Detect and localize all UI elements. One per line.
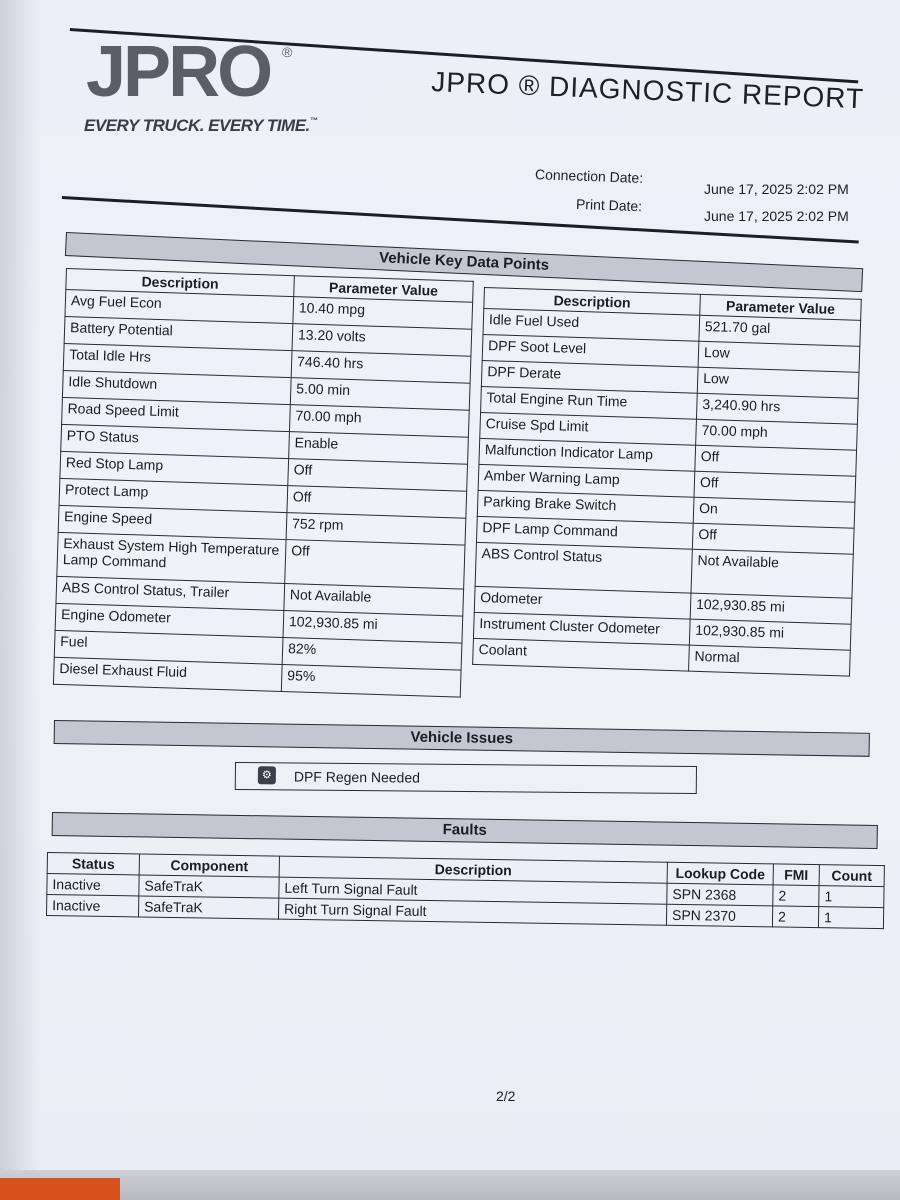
row-description: Idle Fuel Used — [483, 309, 700, 342]
fault-component: SafeTraK — [138, 896, 278, 919]
fault-lookup-code: SPN 2370 — [666, 904, 772, 927]
vehicle-issues-title-bar: Vehicle Issues — [54, 720, 870, 757]
background-surface — [0, 1170, 900, 1200]
fault-lookup-code: SPN 2368 — [667, 883, 773, 906]
row-description: Cruise Spd Limit — [480, 412, 697, 445]
row-value: Low — [698, 341, 860, 372]
faults-header-count: Count — [819, 865, 884, 887]
engine-icon: ⚙ — [258, 766, 276, 784]
fault-fmi: 2 — [773, 885, 819, 907]
page-number: 2/2 — [496, 1088, 516, 1104]
row-value: Off — [692, 523, 854, 554]
row-value: 752 rpm — [286, 513, 466, 546]
row-description: Exhaust System High Temperature Lamp Command — [57, 532, 286, 583]
row-value: 70.00 mph — [289, 405, 469, 438]
row-value: Off — [695, 445, 857, 476]
page-edge-shadow — [0, 0, 40, 1200]
row-value: 82% — [282, 637, 462, 670]
row-description: Avg Fuel Econ — [65, 290, 294, 324]
row-description: Parking Brake Switch — [477, 490, 694, 523]
print-date-value: June 17, 2025 2:02 PM — [704, 208, 849, 224]
row-description: Amber Warning Lamp — [478, 464, 695, 497]
row-value: 102,930.85 mi — [689, 619, 851, 650]
fault-description: Left Turn Signal Fault — [279, 877, 667, 904]
faults-table — [46, 852, 885, 929]
key-data-title-bar: Vehicle Key Data Points — [65, 232, 863, 292]
row-description: Malfunction Indicator Lamp — [479, 438, 696, 471]
column-header-description: Description — [66, 269, 295, 297]
row-value: 10.40 mpg — [293, 297, 473, 330]
faults-header-fmi: FMI — [773, 864, 819, 886]
vehicle-issue-item — [235, 762, 697, 794]
trademark-mark: ™ — [309, 116, 318, 125]
row-description: Odometer — [474, 586, 691, 619]
report-title: JPRO ® DIAGNOSTIC REPORT — [430, 66, 865, 115]
row-value: 70.00 mph — [696, 419, 858, 450]
row-value: 5.00 min — [290, 378, 470, 411]
row-value: Off — [285, 540, 465, 590]
row-value: Off — [694, 471, 856, 502]
fault-count: 1 — [818, 907, 883, 929]
tagline — [84, 116, 317, 136]
row-description: Protect Lamp — [59, 478, 288, 512]
row-description: DPF Soot Level — [482, 334, 699, 367]
jpro-logo: JPRO — [86, 32, 271, 112]
connection-date-label: Connection Date: — [534, 166, 644, 186]
key-data-left-table — [53, 268, 474, 698]
tagline-text: EVERY TRUCK. EVERY TIME. — [84, 116, 310, 135]
faults-header-lookup-code: Lookup Code — [667, 862, 773, 885]
key-data-right-body — [473, 309, 861, 677]
row-value: Not Available — [284, 584, 464, 617]
row-value: 13.20 volts — [292, 324, 472, 357]
faults-header-description: Description — [279, 856, 667, 883]
row-value: 102,930.85 mi — [283, 611, 463, 644]
connection-date-value: June 17, 2025 2:02 PM — [704, 181, 849, 197]
column-header-description: Description — [484, 288, 701, 316]
vehicle-issue-text: DPF Regen Needed — [293, 768, 421, 786]
row-description: DPF Lamp Command — [476, 516, 693, 549]
faults-title-bar: Faults — [52, 812, 878, 849]
row-value: 95% — [281, 664, 461, 697]
row-description: Total Engine Run Time — [481, 386, 698, 419]
faults-header-status: Status — [47, 853, 139, 875]
row-description: Diesel Exhaust Fluid — [53, 657, 282, 691]
row-description: Battery Potential — [64, 316, 293, 350]
row-description: Fuel — [54, 630, 283, 664]
row-description: Instrument Cluster Odometer — [473, 612, 690, 645]
print-date-label: Print Date: — [575, 195, 643, 215]
key-data-left-body — [53, 290, 472, 698]
row-value: 521.70 gal — [699, 315, 861, 346]
row-description: ABS Control Status, Trailer — [56, 576, 285, 610]
row-value: Off — [288, 459, 468, 492]
column-header-value: Parameter Value — [294, 276, 474, 303]
fault-status: Inactive — [47, 895, 139, 917]
fault-component: SafeTraK — [139, 875, 279, 898]
row-description: Idle Shutdown — [62, 370, 291, 404]
row-description: Total Idle Hrs — [63, 343, 292, 377]
row-value: Enable — [289, 432, 469, 465]
row-value: Low — [697, 367, 859, 398]
row-description: DPF Derate — [481, 360, 698, 393]
logo-registered-mark: ® — [282, 44, 293, 60]
fault-fmi: 2 — [772, 906, 818, 928]
orange-object — [0, 1178, 120, 1200]
faults-header-component: Component — [139, 854, 279, 877]
row-description: Coolant — [473, 638, 690, 671]
row-description: Road Speed Limit — [62, 397, 291, 431]
fault-status: Inactive — [47, 874, 139, 896]
column-header-value: Parameter Value — [700, 294, 862, 320]
row-value: Not Available — [691, 549, 853, 598]
fault-count: 1 — [819, 886, 884, 908]
row-description: Red Stop Lamp — [60, 451, 289, 485]
row-description: Engine Speed — [58, 505, 287, 539]
row-value: On — [693, 497, 855, 528]
row-value: Normal — [689, 645, 851, 676]
row-value: 3,240.90 hrs — [696, 393, 858, 424]
row-description: PTO Status — [61, 424, 290, 458]
row-description: ABS Control Status — [475, 542, 692, 593]
row-value: 102,930.85 mi — [690, 593, 852, 624]
key-data-right-table — [472, 287, 862, 677]
row-description: Engine Odometer — [55, 603, 284, 637]
row-value: Off — [287, 486, 467, 519]
row-value: 746.40 hrs — [291, 351, 471, 384]
fault-description: Right Turn Signal Fault — [278, 898, 666, 925]
